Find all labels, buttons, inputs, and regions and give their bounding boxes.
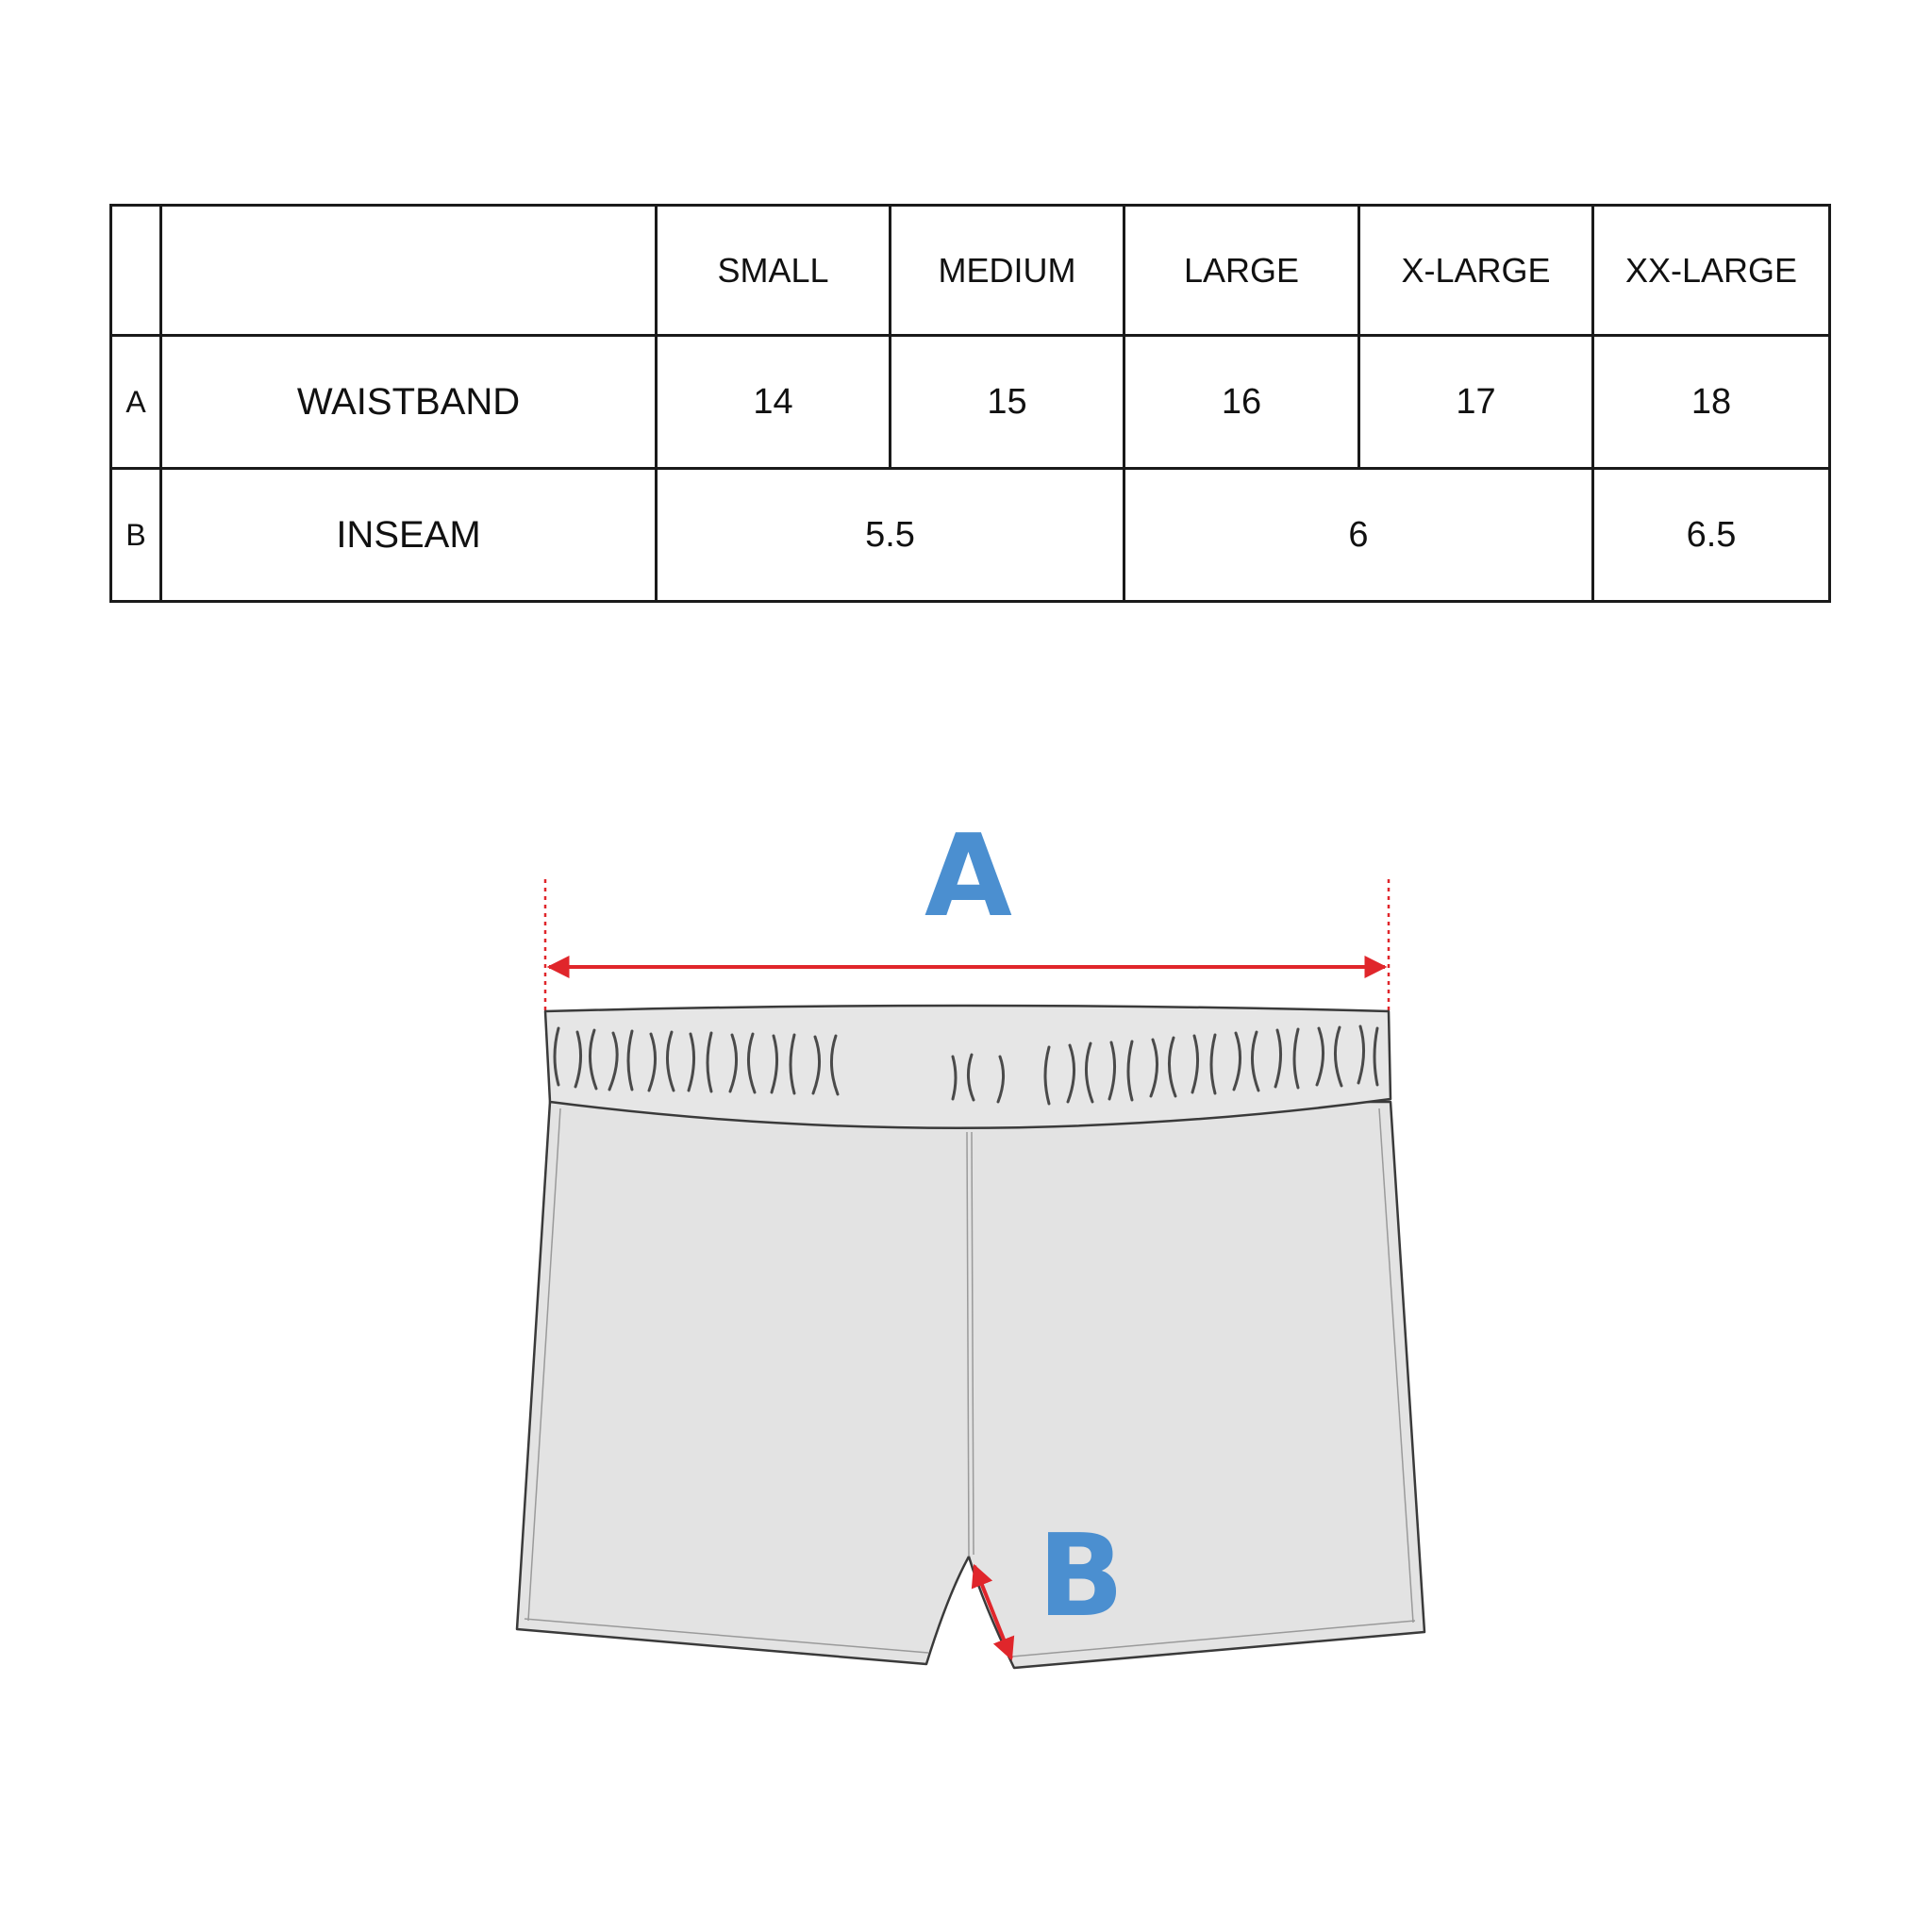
- header-medium: MEDIUM: [891, 206, 1124, 336]
- waistband-large: 16: [1124, 336, 1359, 469]
- header-xx-large: XX-LARGE: [1593, 206, 1830, 336]
- header-x-large: X-LARGE: [1359, 206, 1593, 336]
- waistband-small: 14: [657, 336, 891, 469]
- waistband-x-large: 17: [1359, 336, 1593, 469]
- inseam-callout-label: B: [1038, 1511, 1124, 1642]
- row-letter-a: A: [111, 336, 161, 469]
- inseam-small-medium: 5.5: [657, 469, 1124, 602]
- row-label-waistband: WAISTBAND: [161, 336, 657, 469]
- waist-callout-label: A: [924, 811, 1012, 942]
- row-letter-b: B: [111, 469, 161, 602]
- waistband-medium: 15: [891, 336, 1124, 469]
- shorts-body: [517, 1102, 1424, 1668]
- row-label-inseam: INSEAM: [161, 469, 657, 602]
- inseam-large-x-large: 6: [1124, 469, 1593, 602]
- inseam-xx-large: 6.5: [1593, 469, 1830, 602]
- waistband-xx-large: 18: [1593, 336, 1830, 469]
- header-large: LARGE: [1124, 206, 1359, 336]
- header-small: SMALL: [657, 206, 891, 336]
